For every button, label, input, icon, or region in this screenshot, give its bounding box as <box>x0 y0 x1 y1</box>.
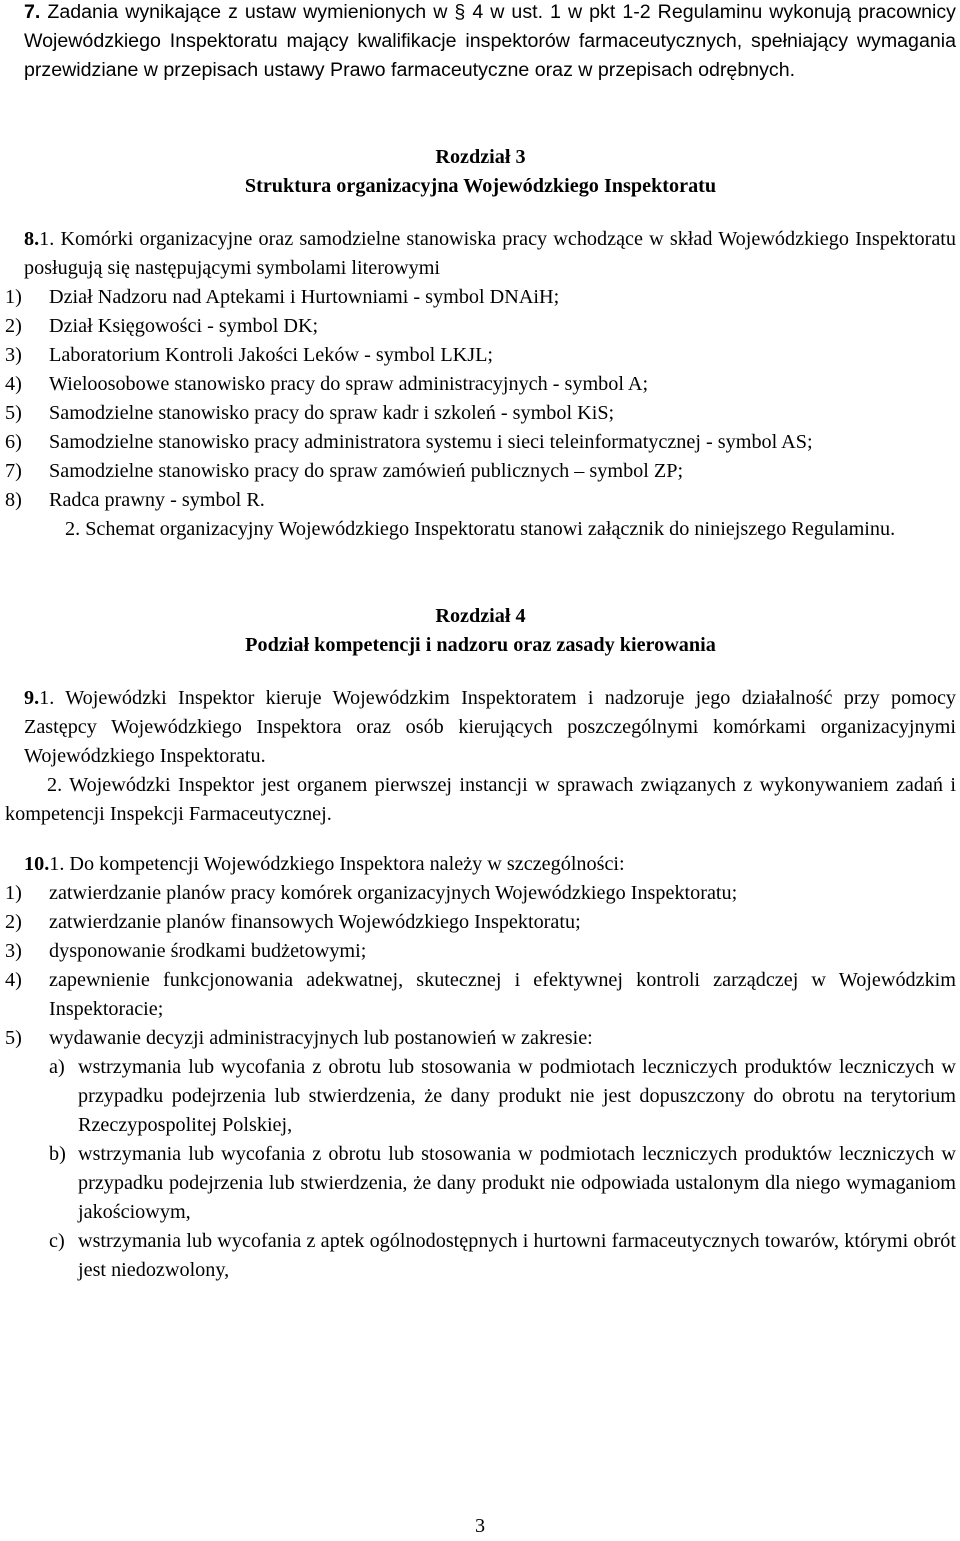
section-8-paragraph-2 <box>5 515 956 544</box>
section-8-p2-text: Schemat organizacyjny Wojewódzkiego Inspektoratu stanowi załącznik do niniejszego Regulaminu. <box>85 518 896 540</box>
section-10-p1-lead: 1. <box>49 853 65 875</box>
sub-list-item: b) wstrzymania lub wycofania z obrotu lub stosowania w podmiotach leczniczych produktów leczniczych w przypadku podejrzenia lub stwierdzenia, że dany produkt nie odpowiada ustalonym dla niego wymaganiom jakościowym, <box>49 1143 956 1223</box>
sub-list-item: c) wstrzymania lub wycofania z aptek ogólnodostępnych i hurtowni farmaceutycznych towarów, którymi obrót jest niedozwolony, <box>49 1230 956 1281</box>
list-item: 2) Dział Księgowości - symbol DK; <box>5 315 319 337</box>
page-number: 3 <box>474 1515 486 1537</box>
section-8-p2-lead: 2. <box>65 518 81 540</box>
section-8-p1-lead: 1. <box>39 228 55 250</box>
list-item: 1) Dział Nadzoru nad Aptekami i Hurtowniami - symbol DNAiH; <box>5 286 560 308</box>
list-item: 7) Samodzielne stanowisko pracy do spraw zamówień publicznych – symbol ZP; <box>5 460 684 482</box>
list-item: 5) wydawanie decyzji administracyjnych lub postanowień w zakresie: <box>5 1027 593 1049</box>
section-8-list <box>5 283 956 515</box>
chapter-3-title: Struktura organizacyjna Wojewódzkiego Inspektoratu <box>244 175 717 197</box>
list-item: 8) Radca prawny - symbol R. <box>5 489 265 511</box>
section-7-number: 7. <box>24 1 41 23</box>
list-item: 4) Wieloosobowe stanowisko pracy do spraw administracyjnych - symbol A; <box>5 373 649 395</box>
section-9-p1-lead: 1. <box>39 687 55 709</box>
section-9-number: 9. <box>24 687 40 709</box>
document-page <box>5 0 956 1285</box>
chapter-4-number: Rozdział 4 <box>435 605 526 627</box>
section-9-p2-lead: 2. <box>47 774 63 796</box>
list-item: 5) Samodzielne stanowisko pracy do spraw kadr i szkoleń - symbol KiS; <box>5 402 615 424</box>
section-10-list <box>5 879 956 1285</box>
section-9-paragraph-2 <box>5 771 956 829</box>
chapter-4-title: Podział kompetencji i nadzoru oraz zasady kierowania <box>245 634 716 656</box>
section-10-number: 10. <box>24 853 50 875</box>
list-item: 2) zatwierdzanie planów finansowych Wojewódzkiego Inspektoratu; <box>5 911 581 933</box>
section-10-p1-text: Do kompetencji Wojewódzkiego Inspektora należy w szczególności: <box>69 853 625 875</box>
section-10-paragraph-1 <box>5 850 956 879</box>
section-7-text: Zadania wynikające z ustaw wymienionych w § 4 w ust. 1 w pkt 1-2 Regulaminu wykonują pracownicy Wojewódzkiego Inspektoratu mający kwalifikacje inspektorów farmaceutycznych, spełniający wymagania przewidziane w przepisach ustawy Prawo farmaceutyczne oraz w przepisach odrębnych. <box>24 1 956 81</box>
sub-list-item: a) wstrzymania lub wycofania z obrotu lub stosowania w podmiotach leczniczych produktów leczniczych w przypadku podejrzenia lub stwierdzenia, że dany produkt nie jest dopuszczony do obrotu na terytorium Rzeczypospolitej Polskiej, <box>49 1056 956 1136</box>
list-item: 3) Laboratorium Kontroli Jakości Leków - symbol LKJL; <box>5 344 494 366</box>
section-9-p2-text: Wojewódzki Inspektor jest organem pierwszej instancji w sprawach związanych z wykonywaniem zadań i kompetencji Inspekcji Farmaceutycznej. <box>5 774 956 825</box>
chapter-3-number: Rozdział 3 <box>435 146 526 168</box>
list-item: 3) dysponowanie środkami budżetowymi; <box>5 940 367 962</box>
section-8-paragraph-1 <box>5 225 956 283</box>
list-item: 6) Samodzielne stanowisko pracy administratora systemu i sieci teleinformatycznej - symbol AS; <box>5 431 813 453</box>
section-9-p1-text: Wojewódzki Inspektor kieruje Wojewódzkim Inspektoratem i nadzoruje jego działalność przy pomocy Zastępcy Wojewódzkiego Inspektora oraz osób kierujących poszczególnymi komórkami organizacyjnymi Wojewódzkiego Inspektoratu. <box>24 687 957 767</box>
section-8-number: 8. <box>24 228 40 250</box>
section-9-paragraph-1 <box>5 684 956 771</box>
list-item: 1) zatwierdzanie planów pracy komórek organizacyjnych Wojewódzkiego Inspektoratu; <box>5 882 738 904</box>
section-7-paragraph <box>5 0 956 85</box>
list-item: 4) zapewnienie funkcjonowania adekwatnej, skutecznej i efektywnej kontroli zarządczej w Wojewódzkim Inspektoracie; <box>5 969 956 1020</box>
section-8-p1-text: Komórki organizacyjne oraz samodzielne stanowiska pracy wchodzące w skład Wojewódzkiego Inspektoratu posługują się następującymi symbolami literowymi <box>24 228 956 279</box>
